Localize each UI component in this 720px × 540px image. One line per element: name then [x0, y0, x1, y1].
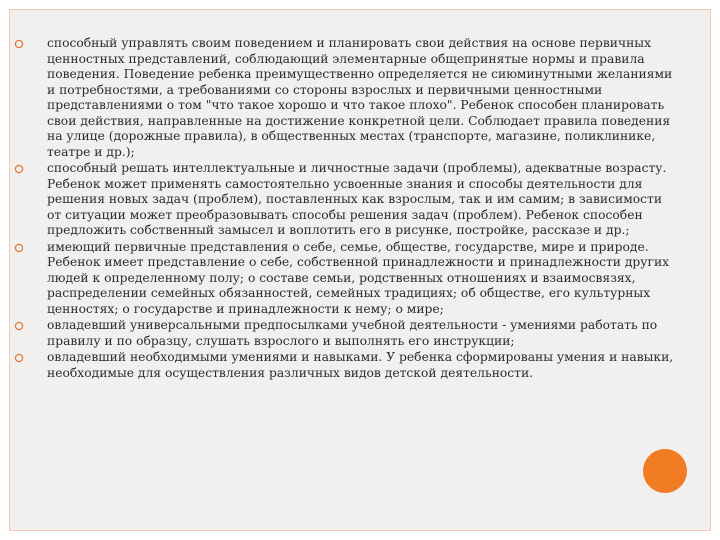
- hollow-circle-bullet-icon: [14, 243, 24, 253]
- list-item: [14, 36, 674, 160]
- list-item: [14, 240, 674, 318]
- list-item-text: имеющий первичные представления о себе, семье, обществе, государстве, мире и природе. Ребенок имеет представление о себе, собственной принадлежности и принадлежности других людей к определенному полу; о составе семьи, родственных отношениях и взаимосвязях, распределении семейных обязанностей, семейных традициях; об обществе, его культурных ценностях; о государстве и принадлежности к нему; о мире;: [47, 239, 670, 316]
- list-item-text: овладевший необходимыми умениями и навыками. У ребенка сформированы умения и навыки, необходимые для осуществления различных видов детской деятельности.: [47, 350, 674, 380]
- hollow-circle-bullet-icon: [14, 164, 24, 174]
- list-item-text: овладевший универсальными предпосылками учебной деятельности - умениями работать по правилу и по образцу, слушать взрослого и выполнять его инструкции;: [47, 318, 658, 348]
- hollow-circle-bullet-icon: [14, 321, 24, 331]
- list-item: [14, 350, 674, 381]
- accent-circle: [643, 449, 687, 493]
- bullet-list: [14, 36, 674, 382]
- list-item: [14, 161, 674, 239]
- list-item-text: способный решать интеллектуальные и личностные задачи (проблемы), адекватные возрасту. Ребенок может применять самостоятельно усвоенные знания и способы деятельности для решения новых задач (проблем), поставленных как взрослым, так и им самим; в зависимости от ситуации может преобразовывать способы решения задач (проблем). Ребенок способен предложить собственный замысел и воплотить его в рисунке, постройке, рассказе и др.;: [47, 161, 667, 237]
- list-item: [14, 318, 674, 349]
- list-item-text: способный управлять своим поведением и планировать свои действия на основе первичных ценностных представлений, соблюдающий элементарные общепринятые нормы и правила поведения. Поведение ребенка преимущественно определяется не сиюминутными желаниями и потребностями, а требованиями со стороны взрослых и первичными ценностными представлениями о том "что такое хорошо и что такое плохо". Ребенок способен планировать свои действия, направленные на достижение конкретной цели. Соблюдает правила поведения на улице (дорожные правила), в общественных местах (транспорте, магазине, поликлинике, театре и др.);: [47, 36, 673, 159]
- hollow-circle-bullet-icon: [14, 353, 24, 363]
- hollow-circle-bullet-icon: [14, 39, 24, 49]
